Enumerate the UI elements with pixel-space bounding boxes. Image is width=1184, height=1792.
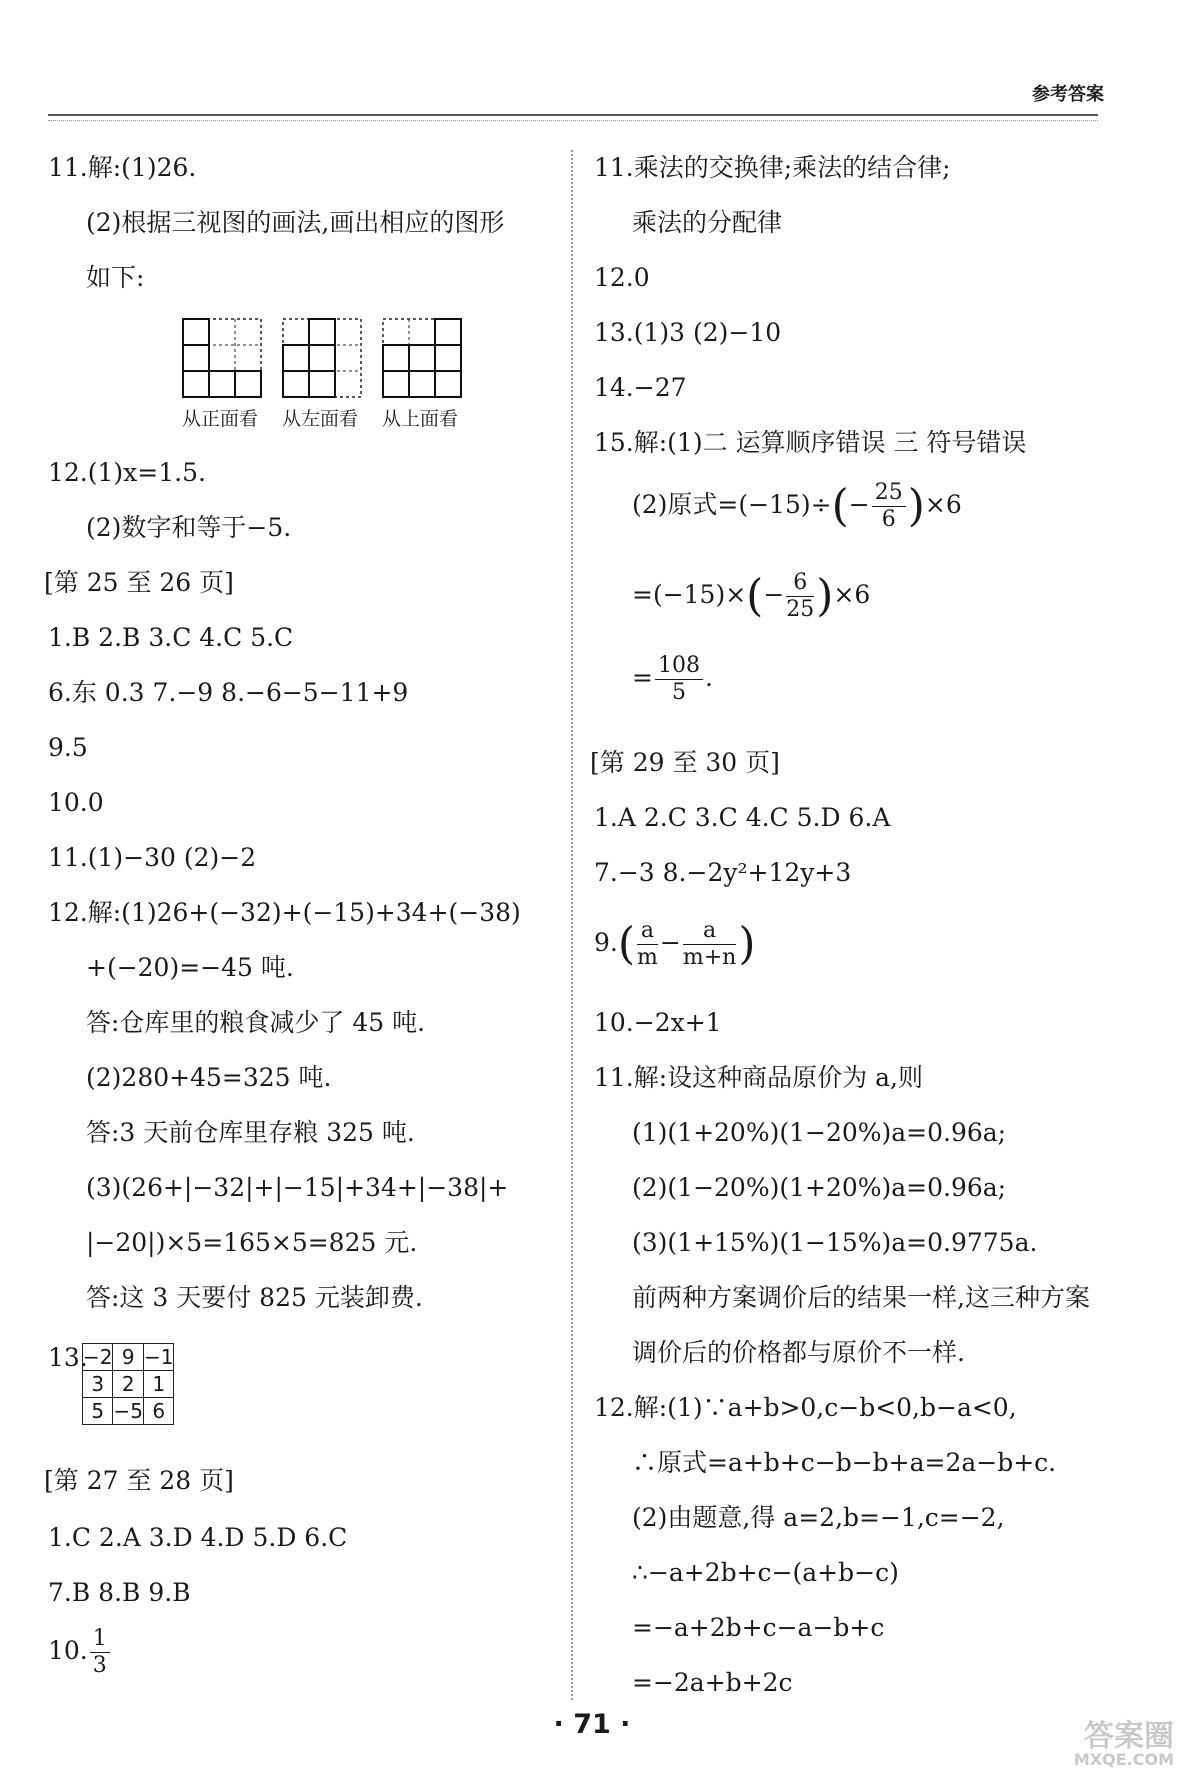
answer-10-label: 10.: [48, 1636, 88, 1665]
expr-text: =: [632, 663, 653, 692]
fraction: [655, 655, 703, 704]
page-number: · 71 ·: [553, 1709, 631, 1740]
magic-cell: 2: [113, 1371, 143, 1398]
paren-close: ): [907, 480, 925, 532]
left-view-caption: 从左面看: [282, 408, 359, 430]
watermark-logo: [1014, 1719, 1174, 1782]
paren-open: (: [617, 918, 636, 970]
answer-12-line6: (3)(26+|−32|+|−15|+34+|−38|+: [86, 1173, 509, 1202]
numerator: a: [683, 920, 736, 945]
answer-12-line2: +(−20)=−45 吨.: [86, 953, 294, 982]
section-heading-29-30: [第 29 至 30 页]: [590, 748, 780, 777]
answer-12-part2: (2)数字和等于−5.: [86, 513, 292, 542]
numerator: 1: [90, 1628, 110, 1653]
r-answer-14: 14.−27: [594, 373, 687, 402]
answer-10-fraction: [48, 1628, 112, 1677]
answer-13-label: 13.: [48, 1343, 88, 1372]
r-answer-10: 10.−2x+1: [594, 1008, 722, 1037]
paren-open: (: [746, 570, 764, 622]
r-answer-12-line1: 12.解:(1)∵a+b>0,c−b<0,b−a<0,: [594, 1393, 1017, 1422]
answer-12-line8: 答:这 3 天要付 825 元装卸费.: [86, 1283, 423, 1312]
r-answer-11-line6b: 调价后的价格都与原价不一样.: [632, 1338, 965, 1367]
paren-open: (: [831, 480, 849, 532]
numerator: 108: [655, 655, 703, 680]
numerator: 6: [786, 572, 814, 597]
answers-1-6: 1.C 2.A 3.D 4.D 5.D 6.C: [48, 1523, 348, 1552]
magic-cell: 5: [83, 1398, 113, 1425]
r-answer-13: 13.(1)3 (2)−10: [594, 318, 782, 347]
denominator: 25: [786, 597, 815, 622]
front-view-grid: [182, 318, 262, 398]
denominator: m: [637, 945, 658, 970]
watermark-text: 答案圈: [1084, 1719, 1174, 1754]
answers-1-5: 1.B 2.B 3.C 4.C 5.C: [48, 623, 294, 652]
expr-text: .: [704, 663, 713, 692]
r-answer-12: 12.0: [594, 263, 650, 292]
left-view-grid: [282, 318, 362, 398]
r-answer-15-step3: [632, 655, 713, 704]
magic-cell: −5: [113, 1399, 143, 1423]
magic-cell: 6: [143, 1398, 173, 1425]
paren-close: ): [738, 918, 756, 970]
fraction: [637, 920, 658, 969]
r-answer-12-line4: ∴−a+2b+c−(a+b−c): [632, 1558, 899, 1587]
answer-12-line3: 答:仓库里的粮食减少了 45 吨.: [86, 1008, 426, 1037]
r-answer-12-line3: (2)由题意,得 a=2,b=−1,c=−2,: [632, 1503, 1005, 1532]
paren-close: ): [816, 570, 834, 622]
r-answer-11-line1: 11.乘法的交换律;乘法的结合律;: [594, 153, 951, 182]
answers-7-9: 7.B 8.B 9.B: [48, 1578, 191, 1607]
r-answer-12-line2: ∴原式=a+b+c−b−b+a=2a−b+c.: [632, 1448, 1057, 1477]
fraction: [683, 920, 736, 969]
r-answer-12-line6: =−2a+b+2c: [632, 1668, 793, 1697]
denominator: 3: [92, 1653, 107, 1678]
top-view-grid: [382, 318, 462, 398]
header-rule: [48, 114, 1098, 116]
r-answer-11-line3b: (2)(1−20%)(1+20%)a=0.96a;: [632, 1173, 1007, 1202]
denominator: m+n: [682, 945, 737, 970]
numerator: a: [637, 920, 658, 945]
magic-cell: −1: [143, 1345, 174, 1369]
answer-12-line4: (2)280+45=325 吨.: [86, 1063, 332, 1092]
r-answer-11-line4b: (3)(1+15%)(1−15%)a=0.9775a.: [632, 1228, 1038, 1257]
answer-9: 9.5: [48, 733, 88, 762]
answer-12-line1: 12.解:(1)26+(−32)+(−15)+34+(−38): [48, 898, 521, 927]
watermark-url: MXQE.COM: [1073, 1750, 1174, 1769]
r-answer-12-line5: =−a+2b+c−a−b+c: [632, 1613, 885, 1642]
section-heading-25-26: [第 25 至 26 页]: [44, 568, 234, 597]
r-answer-9: 9.( $\frac{a}{m}$ − $\frac{a}{m+n}$ ): [594, 918, 756, 970]
r-answer-11-line2: 乘法的分配律: [632, 208, 783, 237]
three-views-figure: [182, 318, 482, 428]
fraction: [872, 482, 906, 531]
header-dotted-rule: [48, 120, 1098, 121]
answer-11-part1: 11.解:(1)26.: [48, 153, 197, 182]
front-view-caption: 从正面看: [182, 408, 259, 430]
answer-12-line5: 答:3 天前仓库里存粮 325 吨.: [86, 1118, 415, 1147]
fraction: [90, 1628, 110, 1677]
answer-10: 10.0: [48, 788, 104, 817]
r-answers-7-8: 7.−3 8.−2y²+12y+3: [594, 858, 852, 887]
answers-6-8: 6.东 0.3 7.−9 8.−6−5−11+9: [48, 678, 409, 707]
expr-text: =(−15)×: [632, 580, 747, 609]
top-view-caption: 从上面看: [382, 408, 459, 430]
expr-text: (2)原式=(−15)÷: [632, 490, 832, 519]
magic-cell: 9: [113, 1344, 143, 1371]
magic-cell: −2: [83, 1345, 113, 1369]
numerator: 25: [872, 482, 906, 507]
expr-text: 9.: [594, 928, 618, 957]
magic-cell: 1: [143, 1371, 173, 1398]
magic-cell: 3: [83, 1371, 113, 1398]
r-answer-11-line5b: 前两种方案调价后的结果一样,这三种方案: [632, 1283, 1090, 1312]
answer-11-part2-cont: 如下:: [86, 263, 145, 292]
r-answer-15-step2: =(−15)×(− $\frac{6}{25}$ )×6: [632, 570, 871, 622]
section-heading-27-28: [第 27 至 28 页]: [44, 1466, 234, 1495]
r-answer-15-step1: (2)原式=(−15)÷(− $\frac{25}{6}$ )×6: [632, 480, 962, 532]
answer-12-line7: |−20|)×5=165×5=825 元.: [86, 1228, 418, 1257]
r-answer-11-line1b: 11.解:设这种商品原价为 a,则: [594, 1063, 923, 1092]
denominator: 5: [671, 680, 686, 705]
answer-11-part2: (2)根据三视图的画法,画出相应的图形: [86, 208, 505, 237]
expr-text: ×6: [924, 490, 962, 519]
magic-square: [82, 1343, 174, 1425]
r-answer-11-line2b: (1)(1+20%)(1−20%)a=0.96a;: [632, 1118, 1007, 1147]
page-header-title: 参考答案: [1032, 84, 1104, 105]
fraction: [786, 572, 814, 621]
r-answer-15-part1: 15.解:(1)二 运算顺序错误 三 符号错误: [594, 428, 1027, 457]
r-answers-1-6: 1.A 2.C 3.C 4.C 5.D 6.A: [594, 803, 891, 832]
column-divider: [571, 150, 573, 1700]
expr-text: ×6: [833, 580, 871, 609]
answer-11: 11.(1)−30 (2)−2: [48, 843, 257, 872]
denominator: 6: [881, 507, 896, 532]
answer-12-part1: 12.(1)x=1.5.: [48, 458, 206, 487]
